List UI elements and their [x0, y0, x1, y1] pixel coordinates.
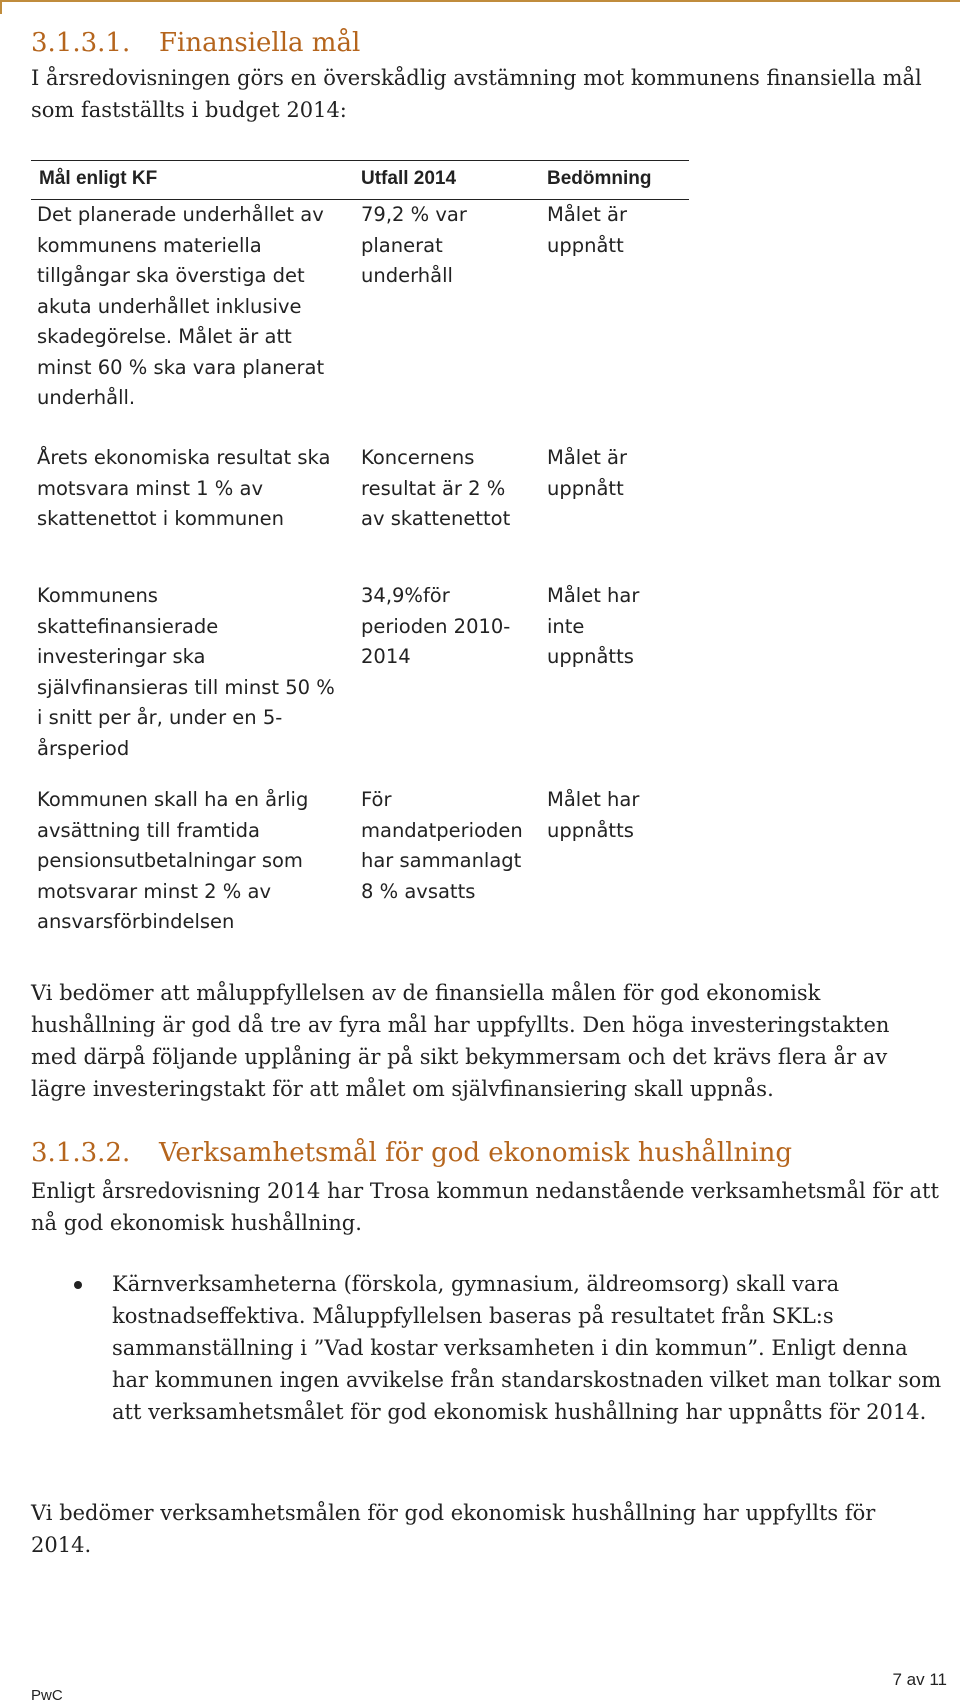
section-intro: Enligt årsredovisning 2014 har Trosa kommun nedanstående verksamhetsmål för att nå god ekonomisk hushållning. [31, 1179, 939, 1235]
bullet-text: Kärnverksamheterna (förskola, gymnasium, äldreomsorg) skall vara kostnadseffektiva. Måluppfyllelsen baseras på resultatet från SKL:s sammanställning i ”Vad kostar verksamheten i din kommun”. Enligt denna har kommunen ingen avvikelse från standarskostnaden vilket man tolkar som att verksamhetsmålet för god ekonomisk hushållning har uppnåtts för 2014. [112, 1272, 942, 1424]
assessment-cell: Målet har inte uppnåtts [547, 584, 640, 668]
page-number: 7 av 11 [892, 1670, 947, 1689]
page-corner-mark [0, 0, 960, 14]
section-heading-financial-goals [31, 28, 360, 58]
goal-cell: Kommunen skall ha en årlig avsättning till framtida pensionsutbetalningar som motsvarar minst 2 % av ansvarsförbindelsen [37, 788, 309, 933]
goal-cell: Det planerade underhållet av kommunens materiella tillgångar ska överstiga det akuta underhållet inklusive skadegörelse. Målet är att minst 60 % ska vara planerat underhåll. [37, 203, 325, 409]
goal-cell: Kommunens skattefinansierade investeringar ska självfinansieras till minst 50 % i snitt per år, under en 5-årsperiod [37, 584, 335, 760]
section-title: Verksamhetsmål för god ekonomisk hushållning [159, 1138, 792, 1168]
header-outcome: Utfall 2014 [361, 168, 457, 189]
section-number: 3.1.3.2. [31, 1138, 131, 1168]
assessment-cell: Målet är uppnått [547, 203, 627, 257]
outcome-cell: För mandatperioden har sammanlagt 8 % avsatts [361, 788, 523, 903]
header-assessment: Bedömning [547, 168, 652, 189]
financial-goals-table [31, 160, 689, 933]
table-header [31, 160, 689, 200]
assessment-cell: Målet är uppnått [547, 446, 627, 500]
outcome-cell: 79,2 % var planerat underhåll [361, 203, 467, 287]
conclusion-operational: Vi bedömer verksamhetsmålen för god ekonomisk hushållning har uppfyllts för 2014. [31, 1501, 876, 1557]
conclusion-financial: Vi bedömer att måluppfyllelsen av de finansiella målen för god ekonomisk hushållning är god då tre av fyra mål har uppfyllts. Den höga investeringstakten med därpå följande upplåning är på sikt bekymmersam och det krävs flera år av lägre investeringstakt för att målet om självfinansiering skall uppnås. [31, 981, 890, 1101]
header-goal: Mål enligt KF [39, 168, 158, 189]
assessment-cell: Målet har uppnåtts [547, 788, 640, 842]
goal-cell: Årets ekonomiska resultat ska motsvara minst 1 % av skattenettot i kommunen [37, 446, 331, 530]
section-heading-operational-goals [31, 1138, 792, 1168]
outcome-cell: 34,9%för perioden 2010-2014 [361, 584, 511, 668]
section-intro: I årsredovisningen görs en överskådlig avstämning mot kommunens finansiella mål som fastställts i budget 2014: [31, 66, 922, 122]
bullet-point [74, 1281, 82, 1289]
outcome-cell: Koncernens resultat är 2 % av skattenettot [361, 446, 511, 530]
section-title: Finansiella mål [159, 28, 361, 58]
section-number: 3.1.3.1. [31, 28, 131, 58]
brand-footer: PwC [31, 1687, 63, 1704]
